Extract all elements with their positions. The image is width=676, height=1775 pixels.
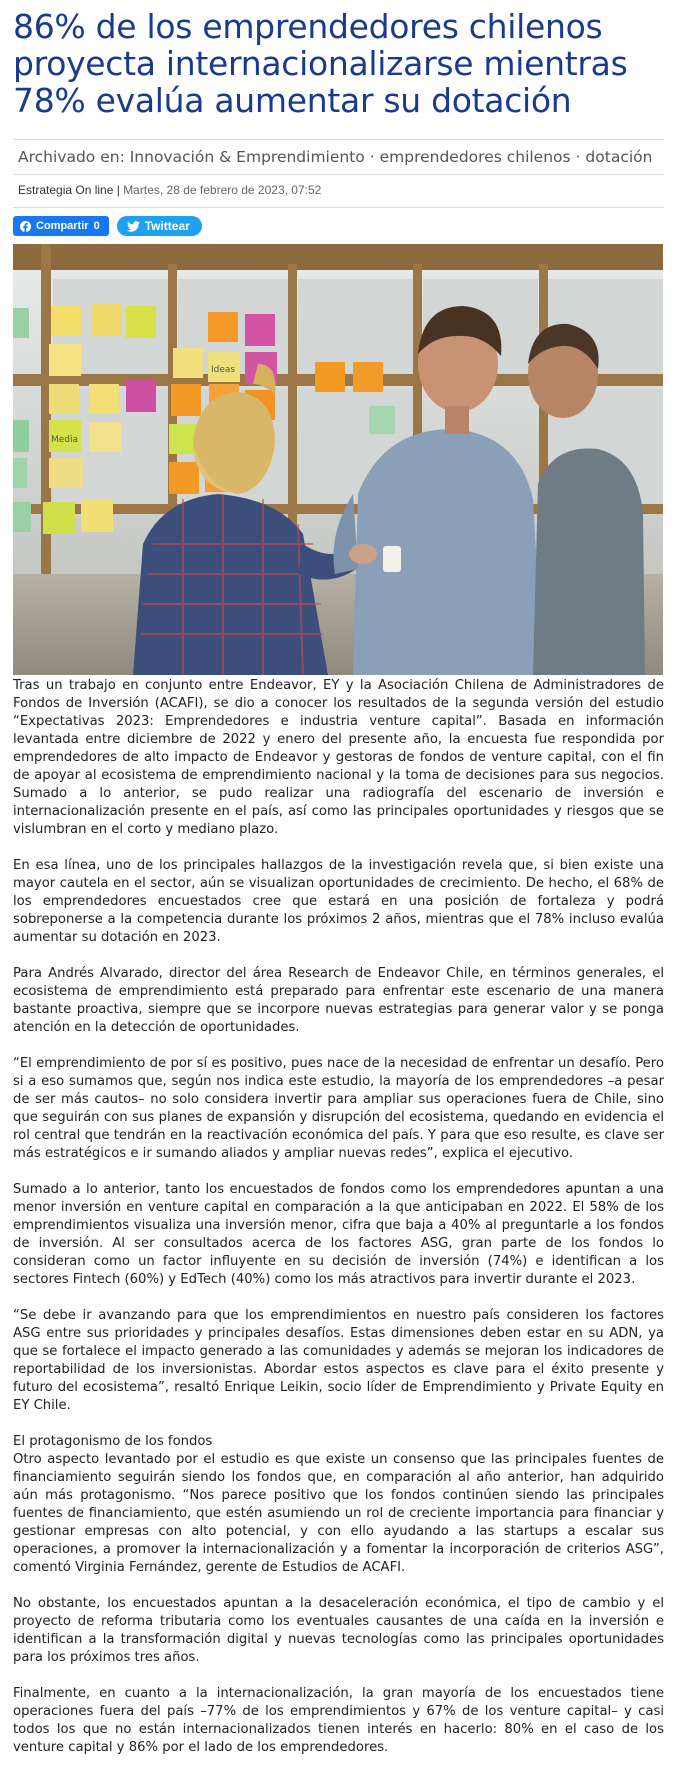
source-name: Estrategia On line xyxy=(18,183,114,197)
archived-tags xyxy=(13,139,664,175)
tag-separator: · xyxy=(369,148,375,166)
sticky-note-text: Media xyxy=(51,435,79,445)
article-paragraph: “Se debe ir avanzando para que los emprendimientos en nuestro país consideren los factores ASG entre sus prioridades y principales desafíos. Estas dimensiones deben estar en su ADN, ya que se fortalece el impacto generado a las comunidades y además se mejoran los indicadores de reportabilidad de los inversionistas. Abordar estos aspectos es clave para el éxito presente y futuro del ecosistema”, resaltó Enrique Leikin, socio líder de Emprendimiento y Private Equity en EY Chile. xyxy=(13,1308,664,1413)
article-paragraph: Para Andrés Alvarado, director del área Research de Endeavor Chile, en términos generales, el ecosistema de emprendimiento está preparado para enfrentar este escenario de una manera bastante proactiva, siempre que se incorpore nuevas estrategias para generar valor y se ponga atención en la detección de oportunidades. xyxy=(13,966,664,1035)
twitter-share-label: Twittear xyxy=(144,219,190,233)
facebook-share-count: 0 xyxy=(93,220,100,232)
twitter-bird-icon xyxy=(127,221,140,232)
facebook-share-button[interactable] xyxy=(13,216,109,236)
office-team-illustration xyxy=(13,244,663,675)
archived-label: Archivado en: xyxy=(18,148,125,166)
share-bar xyxy=(13,215,664,237)
article-photo xyxy=(13,244,663,675)
facebook-icon xyxy=(20,221,31,232)
byline: Estrategia On line | Martes, 28 de febrero de 2023, 07:52 xyxy=(13,175,664,208)
article-paragraph: “El emprendimiento de por sí es positivo, pues nace de la necesidad de enfrentar un desafío. Pero si a eso sumamos que, según nos indica este estudio, la mayoría de los emprendedores –a pesar de ser más cautos– no solo considera invertir para ampliar sus operaciones fuera de Chile, sino que seguirán con sus planes de expansión y disrupción del ecosistema, quedando en evidencia el rol central que tendrán en la reactivación económica del país. Y para que eso resulte, es clave ser más estratégicos e ir sumando aliados y ampliar nuevas redes”, explica el ejecutivo. xyxy=(13,1056,664,1161)
section-subheading: El protagonismo de los fondos xyxy=(13,1434,213,1449)
article-paragraph: No obstante, los encuestados apuntan a la desaceleración económica, el tipo de cambio y el proyecto de reforma tributaria como los eventuales causantes de una caída en la inversión e identifican a la transformación digital y nuevas tecnologías como las principales oportunidades para los próximos tres años. xyxy=(13,1596,664,1665)
sticky-note-text: Ideas xyxy=(211,365,236,375)
tag-link[interactable]: emprendedores chilenos xyxy=(379,148,571,166)
twitter-share-button[interactable] xyxy=(117,216,202,236)
tag-separator: · xyxy=(575,148,581,166)
tag-link[interactable]: Innovación & Emprendimiento xyxy=(129,148,365,166)
publish-date: Martes, 28 de febrero de 2023, 07:52 xyxy=(123,183,322,197)
article-paragraph: Tras un trabajo en conjunto entre Endeavor, EY y la Asociación Chilena de Administradores de Fondos de Inversión (ACAFI), se dio a conocer los resultados de la segunda versión del estudio “Expectativas 2023: Emprendedores e industria venture capital”. Basada en información levantada entre diciembre de 2022 y enero del presente año, la encuesta fue respondida por emprendedores de alto impacto de Endeavor y gestoras de fondos de venture capital, con el fin de apoyar al ecosistema de emprendimiento nacional y la toma de decisiones para sus negocios. Sumado a lo anterior, se pudo realizar una radiografía del escenario de inversión e internacionalización presente en el país, así como las principales oportunidades y riesgos que se vislumbran en el corto y mediano plazo. xyxy=(13,678,664,837)
article-body xyxy=(13,677,664,1757)
article-title: 86% de los emprendedores chilenos proyecta internacionalizarse mientras 78% evalúa aumentar su dotación xyxy=(13,7,628,120)
article-paragraph: Sumado a lo anterior, tanto los encuestados de fondos como los emprendedores apuntan a una menor inversión en venture capital en comparación a la que anticipaban en 2022. El 58% de los emprendimientos visualiza una inversión menor, cifra que baja a 40% al preguntarle a los fondos de inversión. Al ser consultados acerca de los factores ASG, gran parte de los fondos lo consideran como un factor influyente en su decisión de inversión (74%) e identifican a los sectores Fintech (60%) y EdTech (40%) como los más atractivos para invertir durante el 2023. xyxy=(13,1182,664,1287)
article-paragraph: En esa línea, uno de los principales hallazgos de la investigación revela que, si bien existe una mayor cautela en el sector, aún se visualizan oportunidades de crecimiento. De hecho, el 68% de los emprendedores encuestados cree que estará en una posición de fortaleza y podrá sobreponerse a la competencia durante los próximos 2 años, mientras que el 78% incluso evalúa aumentar su dotación en 2023. xyxy=(13,858,664,945)
tag-link[interactable]: dotación xyxy=(585,148,653,166)
facebook-share-label: Compartir xyxy=(36,220,89,232)
article-paragraph: Finalmente, en cuanto a la internacionalización, la gran mayoría de los encuestados tiene operaciones fuera del país –77% de los emprendimientos y 67% de los venture capital– y casi todos los que no están internacionalizados tienen interés en hacerlo: 80% en el caso de los venture capital y 86% por el lado de los emprendedores. xyxy=(13,1686,664,1755)
article-paragraph: Otro aspecto levantado por el estudio es que existe un consenso que las principales fuentes de financiamiento seguirán siendo los fondos que, en comparación al año anterior, han adquirido aún más protagonismo. “Nos parece positivo que los fondos continúen siendo las principales fuentes de financiamiento, que estén asumiendo un rol de creciente importancia para financiar y gestionar empresas con alto potencial, y con ello ayudando a las startups a escalar sus operaciones, a promover la internacionalización y a fomentar la incorporación de criterios ASG”, comentó Virginia Fernández, gerente de Estudios de ACAFI. xyxy=(13,1452,664,1575)
